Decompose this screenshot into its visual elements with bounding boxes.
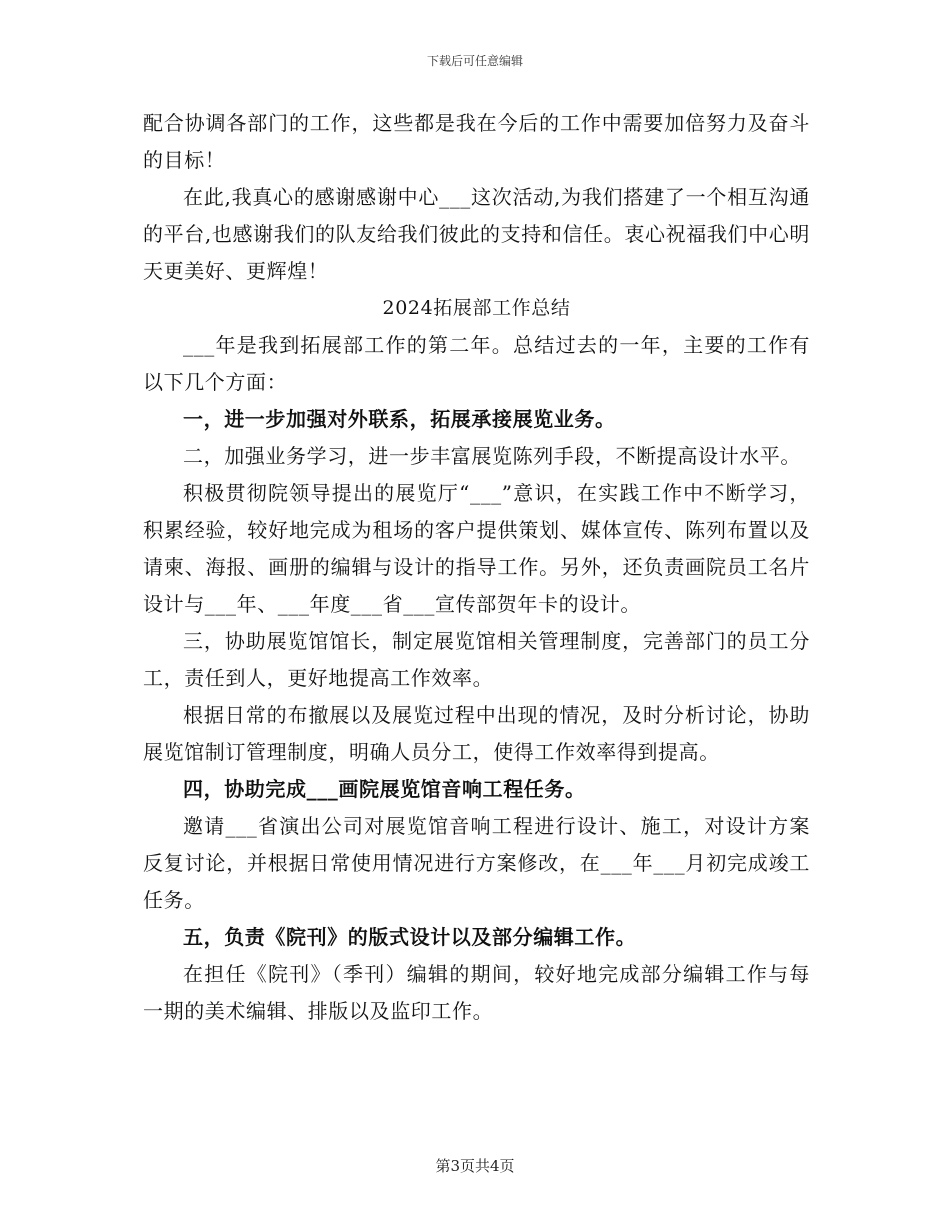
paragraph-item-4-detail: 邀请___省演出公司对展览馆音响工程进行设计、施工，对设计方案反复讨论，并根据日常使用情况进行方案修改，在___年___月初完成竣工任务。 [143,814,810,912]
paragraph-item-5-detail: 在担任《院刊》（季刊）编辑的期间，较好地完成部分编辑工作与每一期的美术编辑、排版以及监印工作。 [143,962,810,1023]
heading-item-4: 四，协助完成___画院展览馆音响工程任务。 [183,777,586,801]
page-number: 第3页共4页 [435,1157,515,1175]
paragraph-item-3-detail: 根据日常的布撤展以及展览过程中出现的情况，及时分析讨论，协助展览馆制订管理制度，明确人员分工，使得工作效率得到提高。 [143,703,810,764]
paragraph-thanks: 在此,我真心的感谢感谢中心___这次活动,为我们搭建了一个相互沟通的平台,也感谢我们的队友给我们彼此的支持和信任。衷心祝福我们中心明天更美好、更辉煌！ [143,185,810,283]
paragraph-continuation: 配合协调各部门的工作，这些都是我在今后的工作中需要加倍努力及奋斗的目标！ [143,111,810,172]
heading-item-3: 三，协助展览馆馆长，制定展览馆相关管理制度，完善部门的员工分工，责任到人，更好地提高工作效率。 [143,629,810,690]
paragraph-item-2-detail: 积极贯彻院领导提出的展览厅“___”意识，在实践工作中不断学习，积累经验，较好地完成为租场的客户提供策划、媒体宣传、陈列布置以及请柬、海报、画册的编辑与设计的指导工作。另外，还负责画院员工名片设计与___年、___年度___省___宣传部贺年卡的设计。 [143,481,810,616]
heading-item-1: 一，进一步加强对外联系，拓展承接展览业务。 [183,407,616,431]
section-title: 2024拓展部工作总结 [382,297,571,319]
page-header-note: 下载后可任意编辑 [426,54,523,68]
paragraph-intro: ___年是我到拓展部工作的第二年。总结过去的一年，主要的工作有以下几个方面： [143,333,810,394]
heading-item-5: 五，负责《院刊》的版式设计以及部分编辑工作。 [183,925,637,949]
heading-item-2: 二，加强业务学习，进一步丰富展览陈列手段，不断提高设计水平。 [183,444,801,468]
document-body [143,105,810,1030]
